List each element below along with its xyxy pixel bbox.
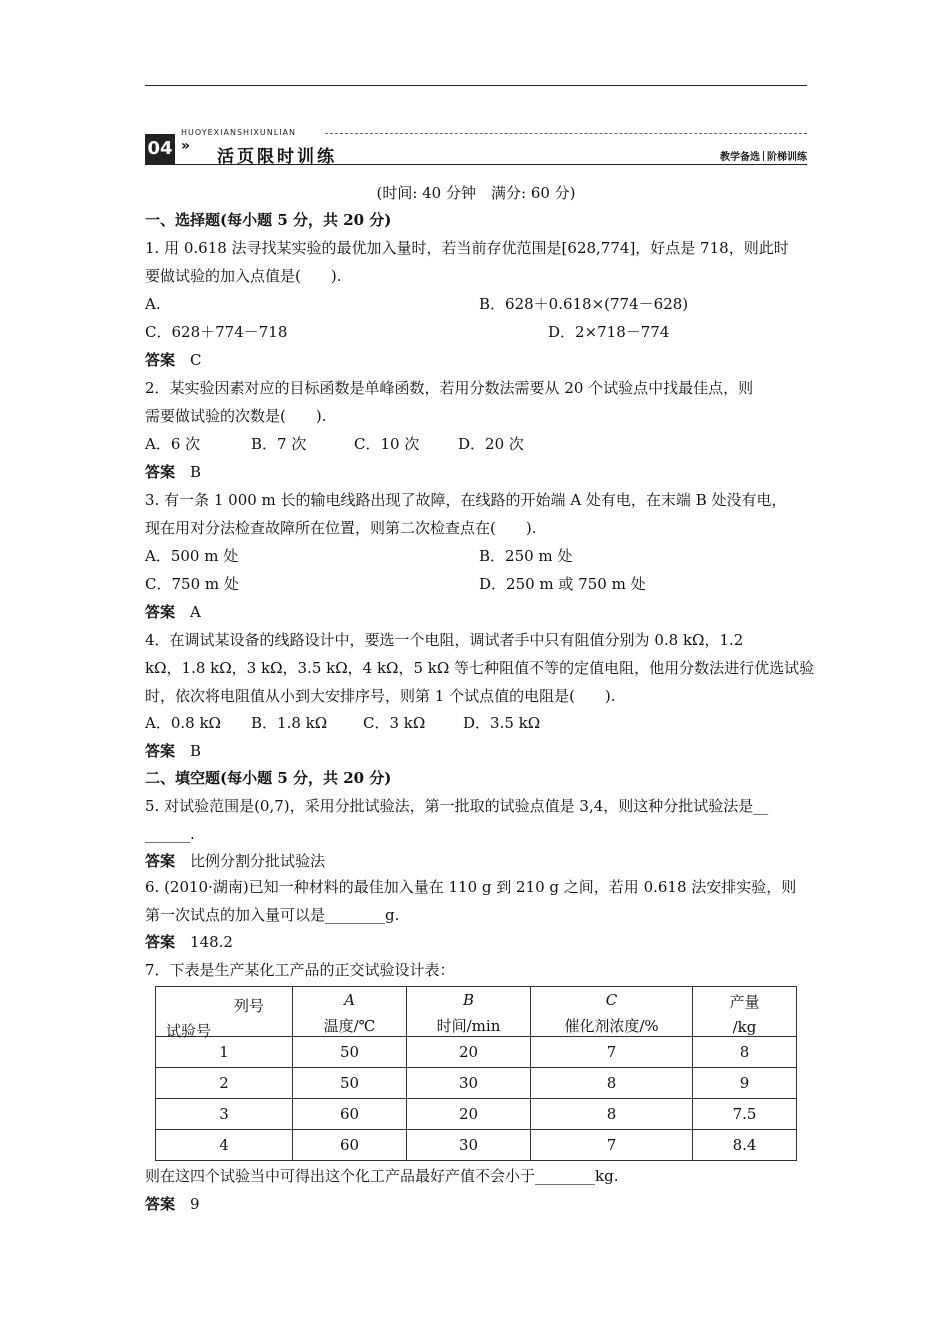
q3-line1: 3. 有一条 1 000 m 长的输电线路出现了故障，在线路的开始端 A 处有电，在末端 B 处没有电， (145, 491, 787, 509)
table-cell: 8 (531, 1068, 693, 1099)
table-cell: 7 (531, 1037, 693, 1068)
q3-line2: 现在用对分法检查故障所在位置，则第二次检查点在( ). (145, 519, 537, 537)
q3-option-b: B．250 m 处 (479, 547, 573, 565)
answer-label: 答案 (145, 603, 176, 621)
table-cell: 4 (156, 1130, 293, 1161)
q1-option-c: C．628＋774－718 (145, 323, 288, 341)
table-header-row (156, 987, 797, 1037)
table-row (156, 1099, 797, 1130)
table-cell: 50 (293, 1037, 407, 1068)
q1-option-d: D．2×718－774 (548, 323, 670, 341)
banner-tag-b: 阶梯训练 (767, 152, 807, 163)
answer-label: 答案 (145, 933, 176, 951)
q4-line1: 4．在调试某设备的线路设计中，要选一个电阻，调试者手中只有阻值分别为 0.8 kΩ，1.2 (145, 631, 744, 649)
q7-line1: 7．下表是生产某化工产品的正交试验设计表： (145, 961, 455, 979)
banner-underline (145, 164, 807, 165)
q1-line1: 1. 用 0.618 法寻找某实验的最优加入量时，若当前存优范围是[628,774]，好点是 718，则此时 (145, 239, 789, 257)
answer-label: 答案 (145, 463, 176, 481)
table-cell: 50 (293, 1068, 407, 1099)
answer-label: 答案 (145, 742, 176, 760)
q4-option-c: C．3 kΩ (363, 714, 426, 732)
q5-line1: 5. 对试验范围是(0,7)，采用分批试验法，第一批取的试验点值是 3,4，则这种分批试验法是__ (145, 797, 769, 815)
answer-value: 9 (190, 1195, 200, 1213)
section-2-heading: 二、填空题(每小题 5 分，共 20 分) (145, 769, 392, 787)
table-cell: 8 (531, 1099, 693, 1130)
banner-dotted-rule (325, 133, 807, 134)
table-cell: 9 (693, 1068, 797, 1099)
q2-option-c: C．10 次 (354, 435, 420, 453)
header-letter: A (344, 991, 355, 1009)
table-cell: 7 (531, 1130, 693, 1161)
answer-value: C (190, 351, 202, 369)
q1-option-a: A. (145, 295, 161, 313)
q4-line3: 时，依次将电阻值从小到大安排序号，则第 1 个试点值的电阻是( ). (145, 687, 616, 705)
answer-value: 148.2 (190, 933, 233, 951)
section-1-heading: 一、选择题(每小题 5 分，共 20 分) (145, 211, 392, 229)
answer-value: B (190, 742, 202, 760)
banner-title: 活页限时训练 (217, 147, 337, 167)
q2-line1: 2．某实验因素对应的目标函数是单峰函数，若用分数法需要从 20 个试验点中找最佳点，则 (145, 379, 754, 397)
table-cell: 30 (407, 1130, 531, 1161)
table-cell: 30 (407, 1068, 531, 1099)
banner-tags (720, 148, 807, 163)
orthogonal-design-table (155, 986, 797, 1161)
q3-answer (145, 602, 201, 622)
answer-value: 比例分割分批试验法 (190, 852, 326, 870)
table-row (156, 1037, 797, 1068)
table-cell: 8 (693, 1037, 797, 1068)
q4-option-d: D．3.5 kΩ (463, 714, 541, 732)
q5-line2: ______. (145, 825, 195, 843)
table-cell: 60 (293, 1130, 407, 1161)
header-label: /kg (732, 1018, 757, 1036)
answer-value: A (190, 603, 201, 621)
q3-option-a: A．500 m 处 (145, 547, 239, 565)
q6-line2: 第一次试点的加入量可以是________g. (145, 906, 400, 924)
answer-label: 答案 (145, 1195, 176, 1213)
q4-answer (145, 741, 201, 761)
top-rule (145, 85, 807, 86)
header-cell-a (293, 987, 407, 1037)
table-cell: 7.5 (693, 1099, 797, 1130)
q2-line2: 需要做试验的次数是( ). (145, 407, 327, 425)
table-cell: 3 (156, 1099, 293, 1130)
banner-pinyin: HUOYEXIANSHIXUNLIAN (181, 128, 297, 137)
q2-option-d: D．20 次 (458, 435, 524, 453)
header-label: 催化剂浓度/% (564, 1017, 659, 1035)
banner-tag-a: 教学备选 (720, 152, 760, 163)
table-cell: 2 (156, 1068, 293, 1099)
table-row (156, 1068, 797, 1099)
table-corner-cell (156, 987, 293, 1040)
answer-label: 答案 (145, 852, 176, 870)
tag-divider (763, 151, 764, 161)
header-cell-c (531, 987, 693, 1037)
q5-answer (145, 851, 325, 871)
answer-label: 答案 (145, 351, 176, 369)
q1-answer (145, 350, 202, 370)
table-cell: 60 (293, 1099, 407, 1130)
table-row (156, 1130, 797, 1161)
q4-option-b: B．1.8 kΩ (251, 714, 328, 732)
q1-option-b: B．628＋0.618×(774－628) (479, 295, 689, 313)
section-banner (145, 128, 807, 168)
answer-value: B (190, 463, 202, 481)
q6-line1: 6. (2010·湖南)已知一种材料的最佳加入量在 110 g 到 210 g 之间，若用 0.618 法安排实验，则 (145, 878, 797, 896)
header-letter: C (605, 991, 618, 1009)
corner-bottom-label: 试验号 (166, 1022, 212, 1040)
header-letter: B (462, 991, 475, 1009)
q3-option-d: D．250 m 或 750 m 处 (479, 575, 646, 593)
q2-answer (145, 462, 201, 482)
q4-option-a: A．0.8 kΩ (145, 714, 221, 732)
double-arrow-icon: » (181, 138, 191, 154)
q3-option-c: C．750 m 处 (145, 575, 239, 593)
header-label: 时间/min (436, 1017, 501, 1035)
q7-after-table: 则在这四个试验当中可得出这个化工产品最好产值不会小于________kg. (145, 1167, 619, 1185)
q1-line2: 要做试验的加入点值是( ). (145, 267, 342, 285)
q7-answer (145, 1194, 200, 1214)
header-cell-yield (693, 987, 797, 1037)
table-cell: 1 (156, 1037, 293, 1068)
banner-number: 04 (145, 134, 175, 164)
corner-top-label: 列号 (234, 997, 265, 1015)
table-cell: 20 (407, 1099, 531, 1130)
q4-line2: kΩ，1.8 kΩ，3 kΩ，3.5 kΩ，4 kΩ，5 kΩ 等七种阻值不等的定值电阻，他用分数法进行优选试验 (145, 659, 815, 677)
table-cell: 8.4 (693, 1130, 797, 1161)
q2-option-b: B．7 次 (251, 435, 307, 453)
header-letter: 产量 (729, 993, 760, 1011)
time-info: (时间: 40 分钟 满分: 60 分) (376, 184, 576, 202)
header-cell-b (407, 987, 531, 1037)
header-label: 温度/℃ (323, 1017, 376, 1035)
q6-answer (145, 932, 233, 952)
table-cell: 20 (407, 1037, 531, 1068)
q2-option-a: A．6 次 (145, 435, 201, 453)
